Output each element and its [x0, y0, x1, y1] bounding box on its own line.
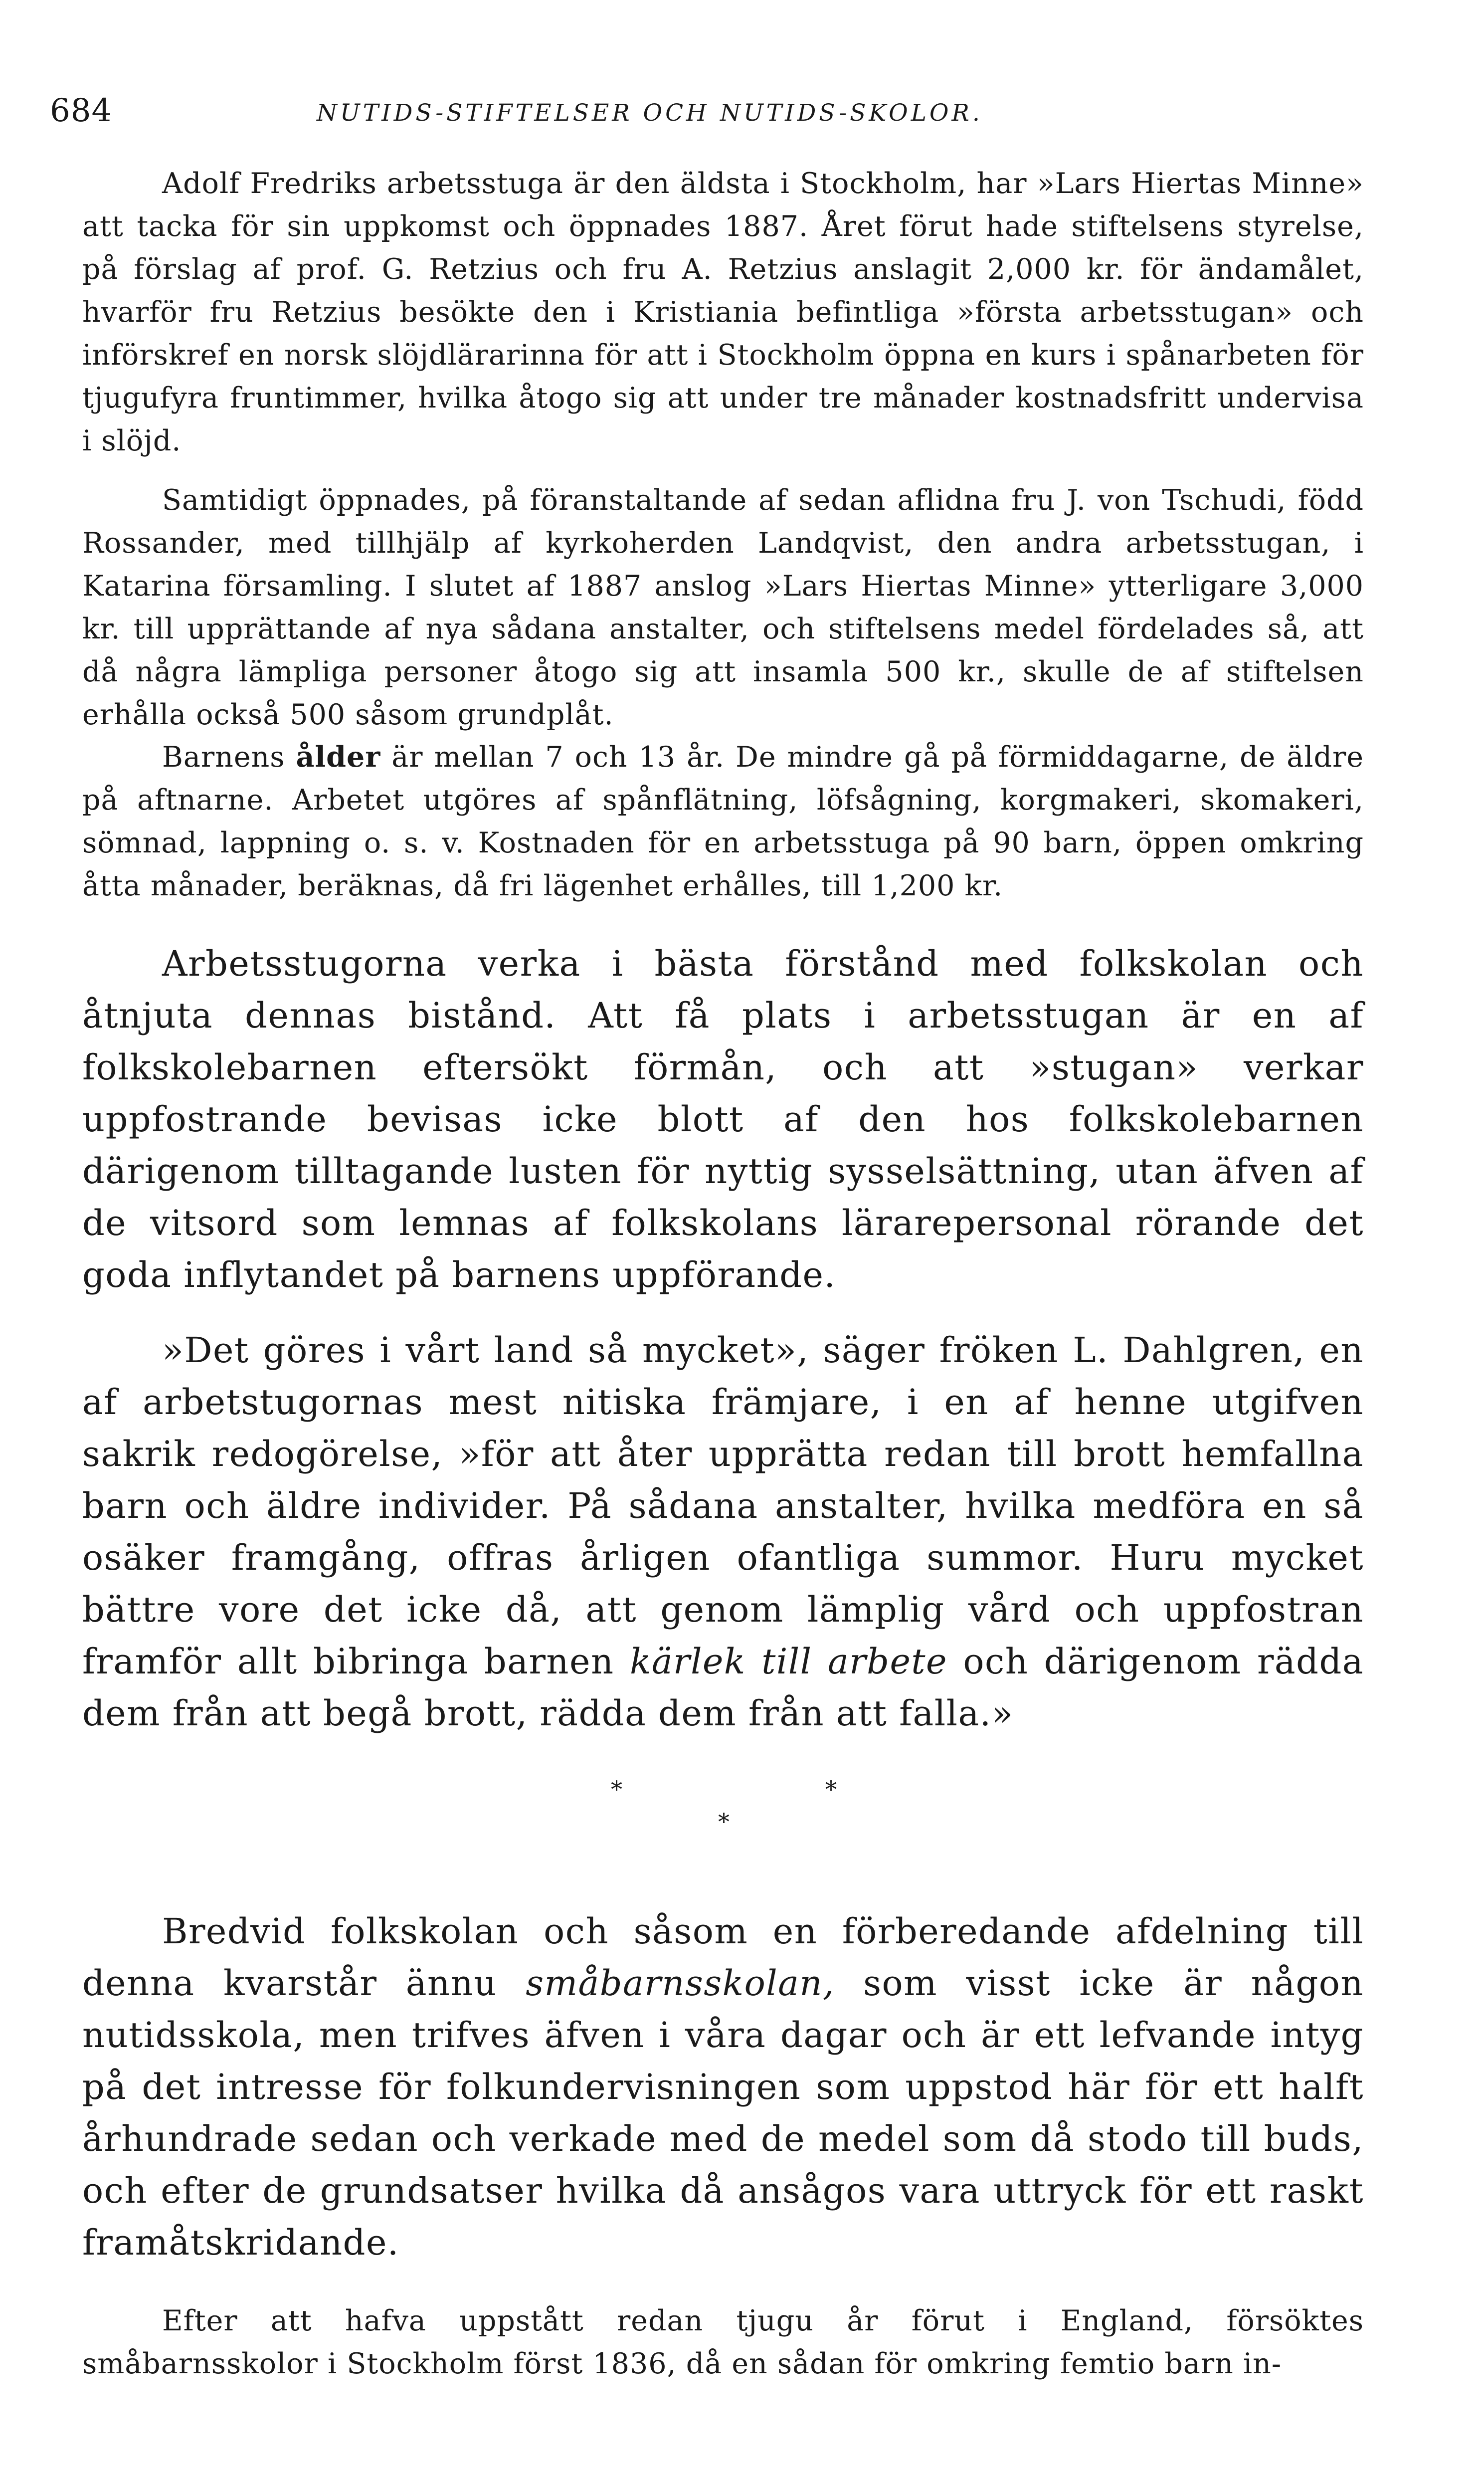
paragraph-text: och därigenom rädda dem från att begå brott, rädda dem från att falla.»	[82, 1641, 1364, 1734]
paragraph-text: »Det göres i vårt land så mycket», säger fröken L. Dahlgren, en af arbetstugornas mest nitiska främjare, i en af henne utgifven sakrik redogörelse, »för att åter upprätta redan till brott hemfallna barn och äldre individer. På sådana anstalter, hvilka medföra en så osäker framgång, offras årligen ofantliga summor. Huru mycket bättre vore det icke då, att genom lämplig vård och uppfostran framför allt bibringa barnen	[82, 1330, 1364, 1682]
bold-term: ålder	[296, 740, 381, 774]
section-ornament-star: *	[718, 1808, 730, 1835]
section-ornament-star: *	[611, 1776, 622, 1803]
paragraph-efter-att-hafva: Efter att hafva uppstått redan tjugu år förut i England, försöktes småbarnsskolor i Stockholm först 1836, då en sådan för omkring femtio barn in-	[82, 2304, 1364, 2380]
paragraph-arbetsstugorna: Arbetsstugorna verka i bästa förstånd med folkskolan och åtnjuta dennas bistånd. Att få plats i arbetsstugan är en af folkskolebarnen eftersökt förmån, och att »stugan» verkar uppfostrande bevisas icke blott af den hos folkskolebarnen därigenom tilltagande lusten för nyttig sysselsättning, utan äfven af de vitsord som lemnas af folkskolans lärarepersonal rörande det goda inflytandet på barnens uppförande.	[82, 943, 1364, 1295]
paragraph-dahlgren-quote	[82, 1324, 1364, 1739]
paragraph-text: Barnens	[162, 741, 296, 774]
paragraph-adolf-fredriks: Adolf Fredriks arbetsstuga är den äldsta i Stockholm, har »Lars Hiertas Minne» att tacka för sin uppkomst och öppnades 1887. Året förut hade stiftelsens styrelse, på förslag af prof. G. Retzius och fru A. Retzius anslagit 2,000 kr. för ändamålet, hvarför fru Retzius besökte den i Kristiania befintliga »första arbetsstugan» och införskref en norsk slöjdlärarinna för att i Stockholm öppna en kurs i spånarbeten för tjugufyra fruntimmer, hvilka åtogo sig att under tre månader kostnadsfritt undervisa i slöjd.	[82, 167, 1364, 457]
italic-term: småbarnsskolan,	[526, 1963, 835, 2004]
paragraph-text: som visst icke är någon nutidsskola, men trifves äfven i våra dagar och är ett lefvande intyg på det intresse för folkundervisningen som uppstod här för ett halft århundrade sedan och verkade med de medel som då stodo till buds, och efter de grundsatser hvilka då ansågos vara uttryck för ett raskt framåtskridande.	[82, 1963, 1364, 2263]
paragraph-smabarnsskolan	[82, 1905, 1364, 2269]
section-ornament-star: *	[825, 1776, 837, 1803]
paragraph-text: Bredvid folkskolan och såsom en förberedande afdelning till denna kvarstår ännu	[82, 1911, 1364, 2004]
italic-phrase: kärlek till arbete	[629, 1641, 947, 1682]
page-number: 684	[50, 92, 113, 129]
paragraph-barnens-alder	[82, 736, 1364, 907]
paragraph-text: är mellan 7 och 13 år. De mindre gå på förmiddagarne, de äldre på aftnarne. Arbetet utgöres af spånflätning, löfsågning, korgmakeri, skomakeri, sömnad, lappning o. s. v. Kostnaden för en arbetsstuga på 90 barn, öppen omkring åtta månader, beräknas, då fri lägenhet erhålles, till 1,200 kr.	[82, 741, 1364, 902]
page-header	[50, 92, 1366, 137]
running-head: NUTIDS-STIFTELSER OCH NUTIDS-SKOLOR.	[317, 99, 983, 127]
paragraph-samtidigt: Samtidigt öppnades, på föranstaltande af sedan aflidna fru J. von Tschudi, född Rossander, med tillhjälp af kyrkoherden Landqvist, den andra arbetsstugan, i Katarina församling. I slutet af 1887 anslog »Lars Hiertas Minne» ytterligare 3,000 kr. till upprättande af nya sådana anstalter, och stiftelsens medel fördelades så, att då några lämpliga personer åtogo sig att insamla 500 kr., skulle de af stiftelsen erhålla också 500 såsom grundplåt.	[82, 484, 1364, 731]
